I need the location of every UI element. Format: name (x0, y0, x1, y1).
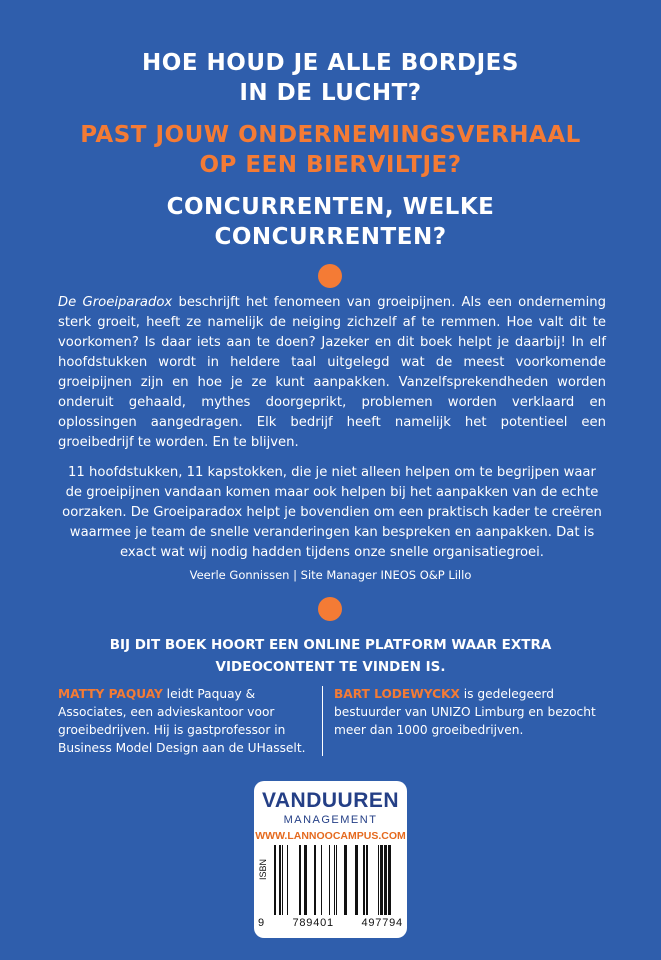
author-bio-2 (334, 685, 624, 739)
isbn-digit-group-2: 497794 (361, 917, 403, 929)
author-name-2: BART LODEWYCKX (334, 687, 460, 701)
publisher-isbn-box (254, 781, 407, 938)
isbn-label: ISBN (258, 859, 268, 881)
isbn-digit-group-1: 789401 (292, 917, 334, 929)
heading-question-3-line-2: CONCURRENTEN? (214, 224, 447, 250)
author-divider (322, 686, 323, 756)
isbn-digits (258, 917, 403, 929)
blurb-paragraph (58, 293, 606, 453)
publisher-logo: VANDUUREN (261, 789, 400, 812)
barcode-icon (274, 845, 400, 915)
heading-question-1-line-1: HOE HOUD JE ALLE BORDJES (142, 50, 519, 76)
platform-line-1: BIJ DIT BOEK HOORT EEN ONLINE PLATFORM WAAR EXTRA (109, 637, 552, 653)
platform-notice (40, 634, 621, 678)
heading-question-1-line-2: IN DE LUCHT? (239, 80, 422, 106)
author-bio-text-1: leidt Paquay & Associates, een advieskantoor voor groeibedrijven. Hij is gastprofessor in Business Model Design aan de UHasselt. (58, 687, 306, 755)
testimonial-quote: 11 hoofdstukken, 11 kapstokken, die je niet alleen helpen om te begrijpen waar de groeipijnen vandaan komen maar ook helpen bij het aanpakken van de echte oorzaken. De Groeiparadox helpt je bovendien om een praktisch kader te creëren waarmee je team de snelle veranderingen kan bespreken en aanpakken. Dat is exact wat wij nodig hadden tijdens onze snelle organisatiegroei. (62, 465, 602, 560)
orange-dot-divider-2 (318, 597, 342, 621)
publisher-url[interactable]: WWW.LANNOOCAMPUS.COM (255, 830, 406, 842)
isbn-digit-prefix: 9 (258, 917, 265, 929)
orange-dot-divider (318, 264, 342, 288)
heading-question-2-line-1: PAST JOUW ONDERNEMINGSVERHAAL (80, 122, 581, 148)
publisher-logo-subtitle: MANAGEMENT (283, 814, 378, 826)
testimonial-attribution: Veerle Gonnissen | Site Manager INEOS O&P Lillo (189, 568, 472, 582)
author-name-1: MATTY PAQUAY (58, 687, 163, 701)
heading-question-3-line-1: CONCURRENTEN, WELKE (166, 194, 495, 220)
platform-line-2: VIDEOCONTENT TE VINDEN IS. (215, 659, 446, 675)
blurb-text: beschrijft het fenomeen van groeipijnen. Als een onderneming sterk groeit, heeft ze namelijk de neiging zichzelf af te remmen. Hoe valt dit te voorkomen? Is daar iets aan te doen? Jazeker en dit boek helpt je daarbij! In elf hoofdstukken wordt in heldere taal uitgelegd wat de meest voorkomende groeipijnen zijn en hoe je ze kunt aanpakken. Vanzelfsprekendheden worden onderuit gehaald, mythes doorgeprikt, problemen worden verklaard en oplossingen aangedragen. Elk bedrijf heeft namelijk het potentieel een groeibedrijf te worden. En te blijven. (58, 295, 606, 450)
book-title: De Groeiparadox (58, 295, 173, 310)
author-bio-1 (58, 685, 318, 757)
heading-question-2-line-2: OP EEN BIERVILTJE? (199, 152, 462, 178)
author-bio-text-2: is gedelegeerd bestuurder van UNIZO Limburg en bezocht meer dan 1000 groeibedrijven. (334, 687, 596, 737)
